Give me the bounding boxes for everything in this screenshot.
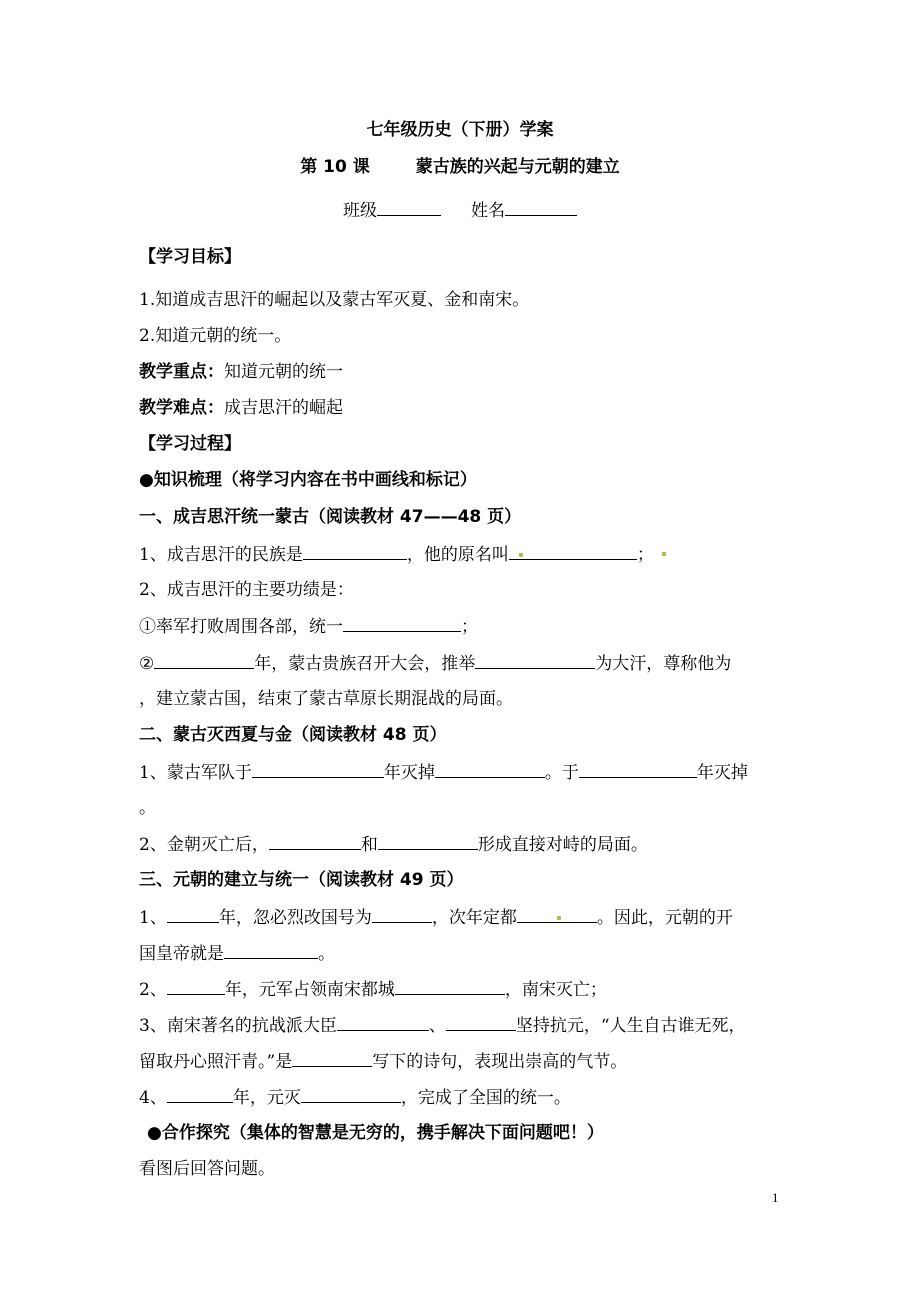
s3-q3-text-a: 3、南宋著名的抗战派大臣 <box>139 1016 337 1036</box>
lesson-heading <box>0 155 920 179</box>
s3-q2-text-c: ，南宋灭亡； <box>504 980 607 1000</box>
difficult-point-text: 成吉思汗的崛起 <box>224 398 343 418</box>
lesson-title: 蒙古族的兴起与元朝的建立 <box>415 157 620 177</box>
s2-q1-text-c: 。于 <box>544 763 579 783</box>
name-label: 姓名 <box>471 201 505 221</box>
s3-question-4 <box>139 1085 571 1110</box>
s2-question-2 <box>139 832 648 857</box>
goal-item-1: 1.知道成吉思汗的崛起以及蒙古军灭夏、金和南宋。 <box>139 290 530 310</box>
s2-q1-text-a: 1、蒙古军队于 <box>139 763 252 783</box>
s3-q1-text-f: 。 <box>318 944 335 964</box>
knowledge-sort-heading: ●知识梳理（将学习内容在书中画线和标记） <box>139 470 477 490</box>
s3-q4-blank-dynasty[interactable] <box>301 1085 401 1103</box>
s2-q2-text-c: 形成直接对峙的局面。 <box>477 835 648 855</box>
section3-heading: 三、元朝的建立与统一（阅读教材 49 页） <box>139 870 464 890</box>
s3-question-3-cont <box>139 1049 627 1074</box>
s3-q4-blank-year[interactable] <box>167 1085 233 1103</box>
s1-question-2-2 <box>139 651 731 676</box>
s3-q2-blank-year[interactable] <box>167 977 225 995</box>
s1-question-2-1 <box>139 614 478 639</box>
s3-q1-blank-emperor[interactable] <box>224 941 318 959</box>
s3-q4-text-b: 年，元灭 <box>232 1088 301 1108</box>
s2-question-1 <box>139 760 748 785</box>
s3-question-2 <box>139 977 607 1002</box>
s1-q2-2-blank-khan[interactable] <box>475 651 595 669</box>
key-point-label: 教学重点： <box>139 362 224 382</box>
s3-q1-text-a: 1、 <box>139 908 167 928</box>
page-title: 七年级历史（下册）学案 <box>366 120 554 140</box>
s3-q3-text-d: 留取丹心照汗青。”是 <box>139 1052 293 1072</box>
s1-q1-text-b: ，他的原名叫 <box>406 545 509 565</box>
key-point-text: 知道元朝的统一 <box>224 362 343 382</box>
s3-q3-blank-minister-2[interactable] <box>446 1013 516 1031</box>
s1-question-2: 2、成吉思汗的主要功绩是： <box>139 580 354 600</box>
section2-heading: 二、蒙古灭西夏与金（阅读教材 48 页） <box>139 725 447 745</box>
s2-q1-blank-year-1[interactable] <box>252 760 384 778</box>
s2-q1-text-b: 年灭掉 <box>383 763 435 783</box>
s1-question-2-2-cont: ，建立蒙古国，结束了蒙古草原长期混战的局面。 <box>139 689 513 709</box>
class-blank[interactable] <box>377 198 441 216</box>
name-blank[interactable] <box>505 198 577 216</box>
s3-q3-text-b: 、 <box>428 1016 446 1036</box>
difficult-point-label: 教学难点： <box>139 398 224 418</box>
s2-q1-text-d: 年灭掉 <box>696 763 748 783</box>
s3-q1-text-b: 年，忽必烈改国号为 <box>218 908 372 928</box>
cooperation-heading: ●合作探究（集体的智慧是无穷的，携手解决下面问题吧！） <box>147 1123 604 1143</box>
s1-q2-2-text-c: 为大汗，尊称他为 <box>595 654 732 674</box>
s1-question-1 <box>139 542 672 567</box>
s2-q1-blank-state-1[interactable] <box>435 760 545 778</box>
class-label: 班级 <box>343 201 377 221</box>
s3-question-1-cont <box>139 941 335 966</box>
s3-q3-text-c: 坚持抗元，“人生自古谁无死， <box>515 1016 746 1036</box>
section1-heading: 一、成吉思汗统一蒙古（阅读教材 47——48 页） <box>139 507 522 527</box>
s3-q2-text-b: 年，元军占领南宋都城 <box>224 980 395 1000</box>
s1-q2-1-blank[interactable] <box>343 614 461 632</box>
s3-q3-blank-minister-1[interactable] <box>337 1013 429 1031</box>
s1-q1-text-c: ； <box>636 545 654 565</box>
cooperation-instruction: 看图后回答问题。 <box>139 1159 275 1179</box>
s2-q2-blank-1[interactable] <box>269 832 361 850</box>
s3-q3-text-e: 写下的诗句，表现出崇高的气节。 <box>372 1052 628 1072</box>
process-heading: 【学习过程】 <box>139 434 241 454</box>
s1-q2-2-text-b: 年，蒙古贵族召开大会，推举 <box>254 654 476 674</box>
s1-q2-2-text-a: ② <box>139 654 155 674</box>
s1-q1-text-a: 1、成吉思汗的民族是 <box>139 545 303 565</box>
s3-question-1 <box>139 905 733 930</box>
s3-q4-text-a: 4、 <box>139 1088 167 1108</box>
goals-heading: 【学习目标】 <box>139 247 241 267</box>
student-info <box>0 198 920 223</box>
s2-q2-text-b: 和 <box>360 835 378 855</box>
s1-q2-1-text-b: ； <box>461 617 478 637</box>
s3-q1-blank-capital[interactable] <box>517 905 597 923</box>
s1-q2-1-text-a: ①率军打败周围各部，统一 <box>139 617 343 637</box>
s3-q3-blank-poet[interactable] <box>292 1049 372 1067</box>
s2-q2-blank-2[interactable] <box>378 832 478 850</box>
s3-q1-text-d: 。因此，元朝的开 <box>596 908 733 928</box>
s3-q1-blank-year[interactable] <box>167 905 219 923</box>
s1-q2-2-blank-year[interactable] <box>154 651 254 669</box>
s3-q1-text-c: ，次年定都 <box>431 908 517 928</box>
s3-q4-text-c: ，完成了全国的统一。 <box>400 1088 571 1108</box>
goal-item-2: 2.知道元朝的统一。 <box>139 326 292 346</box>
s1-q1-blank-ethnicity[interactable] <box>303 542 407 560</box>
page-number: 1 <box>772 1190 779 1205</box>
s3-question-3 <box>139 1013 746 1038</box>
difficult-point <box>139 396 343 420</box>
s3-q1-text-e: 国皇帝就是 <box>139 944 224 964</box>
s3-q2-blank-city[interactable] <box>395 977 505 995</box>
s3-q1-blank-dynasty[interactable] <box>372 905 432 923</box>
key-point <box>139 360 343 384</box>
lesson-number: 第 10 课 <box>300 157 370 177</box>
s2-question-1-cont: 。 <box>139 798 156 818</box>
s3-q2-text-a: 2、 <box>139 980 167 1000</box>
s1-q1-blank-original-name[interactable] <box>509 542 637 560</box>
s2-q1-blank-year-2[interactable] <box>579 760 697 778</box>
s2-q2-text-a: 2、金朝灭亡后， <box>139 835 269 855</box>
